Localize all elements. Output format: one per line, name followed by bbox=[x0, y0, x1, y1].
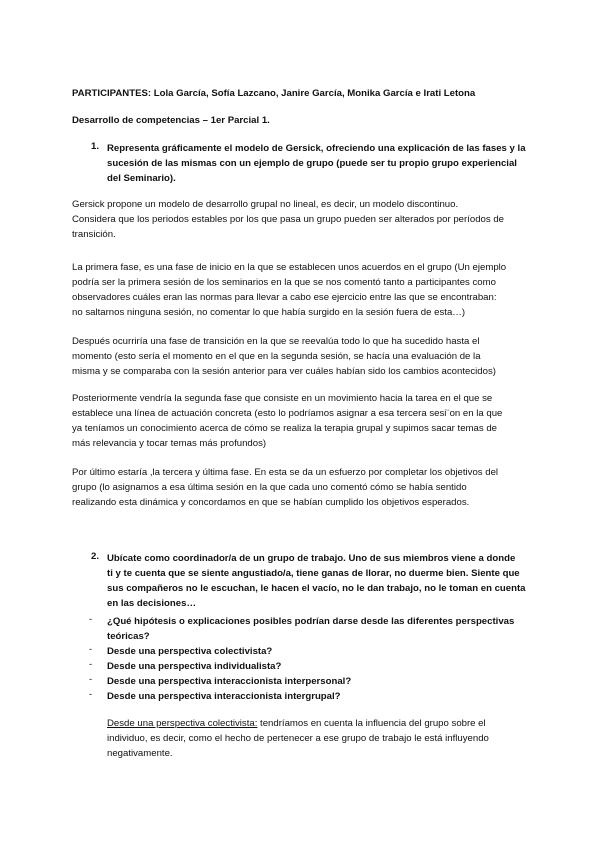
participants-line bbox=[72, 86, 532, 101]
paragraph-second-phase: Posteriormente vendría la segunda fase que consiste en un movimiento hacia la tarea en el que se establece una línea de actuación concreta (esto lo podríamos asignar a esa tercera sesi¨on en la que ya teníamos un conocimiento acerca de cómo se realiza la terapia grupal y supimos sacar temas de más relevancia y tocar temas más profundos) bbox=[72, 393, 503, 449]
q1-number: 1. bbox=[91, 141, 100, 152]
bullet-marker: - bbox=[89, 614, 93, 625]
bullet-marker: - bbox=[89, 659, 93, 670]
bullet-marker: - bbox=[89, 644, 93, 655]
q2-text: Ubícate como coordinador/a de un grupo de trabajo. Uno de sus miembros viene a donde ti y te cuenta que se siente angustiado/a, tiene ganas de llorar, no duerme bien. Siente que sus compañeros no le escuchan, le hacen el vacío, no le dan trabajo, no le toman en cuenta en las decisiones… bbox=[107, 553, 526, 609]
participants-names: Lola García, Sofía Lazcano, Janire García, Monika García e Irati Letona bbox=[153, 88, 476, 99]
paragraph-transition-phase: Después ocurriría una fase de transición en la que se reevalúa todo lo que ha sucedido hasta el momento (esto sería el momento en el que en la segunda sesión, se hacía una evaluación de la misma y se comparaba con la sesión anterior para ver cuáles habían sido los cambios acontecidos) bbox=[72, 336, 496, 377]
bullet-marker: - bbox=[89, 689, 93, 700]
paragraph-gersick-intro: Gersick propone un modelo de desarrollo grupal no lineal, es decir, un modelo discontinuo. Considera que los periodos estables por los que pasa un grupo pueden ser alterados por períodos de transición. bbox=[72, 199, 505, 240]
answer-label: Desde una perspectiva colectivista: bbox=[107, 718, 258, 729]
bullet-interpersonal: Desde una perspectiva interaccionista interpersonal? bbox=[107, 676, 352, 687]
answer-colectivista: Desde una perspectiva colectivista: tendríamos en cuenta la influencia del grupo sobre el individuo, es decir, como el hecho de pertenecer a ese grupo de trabajo le está influyendo negativamente. bbox=[107, 718, 489, 759]
bullet-individualista: Desde una perspectiva individualista? bbox=[107, 661, 282, 672]
q2-number: 2. bbox=[91, 551, 100, 562]
answer-first-line: tendríamos en cuenta la influencia del grupo sobre el bbox=[257, 718, 486, 729]
bullet-intergrupal: Desde una perspectiva interaccionista intergrupal? bbox=[107, 691, 341, 702]
participants-label: PARTICIPANTES: bbox=[72, 88, 152, 99]
subtitle: Desarrollo de competencias – 1er Parcial 1. bbox=[72, 115, 270, 126]
q1-text: Representa gráficamente el modelo de Gersick, ofreciendo una explicación de las fases y la sucesión de las mismas con un ejemplo de grupo (puede ser tu propio grupo experiencial del Seminario). bbox=[107, 143, 526, 184]
bullet-colectivista: Desde una perspectiva colectivista? bbox=[107, 646, 273, 657]
paragraph-third-phase: Por último estaría ,la tercera y última fase. En esta se da un esfuerzo por completar los objetivos del grupo (lo asignamos a esa última sesión en la que cada uno comentó cómo se había sentido realizando esta dinámica y concordamos en que se habían cumplido los objetivos esperados. bbox=[72, 467, 499, 508]
bullet-hypotheses: ¿Qué hipótesis o explicaciones posibles podrían darse desde las diferentes perspectivas teóricas? bbox=[107, 616, 515, 642]
paragraph-first-phase: La primera fase, es una fase de inicio en la que se establecen unos acuerdos en el grupo (Un ejemplo podría ser la primera sesión de los seminarios en la que se nos comentó tanto a participantes como observadores cuáles eran las normas para llevar a cabo ese ejercicio entre las que se encontraban: no saltarnos ninguna sesión, no comentar lo que había surgido en la sesión fuera de esta…) bbox=[72, 262, 507, 318]
bullet-marker: - bbox=[89, 674, 93, 685]
